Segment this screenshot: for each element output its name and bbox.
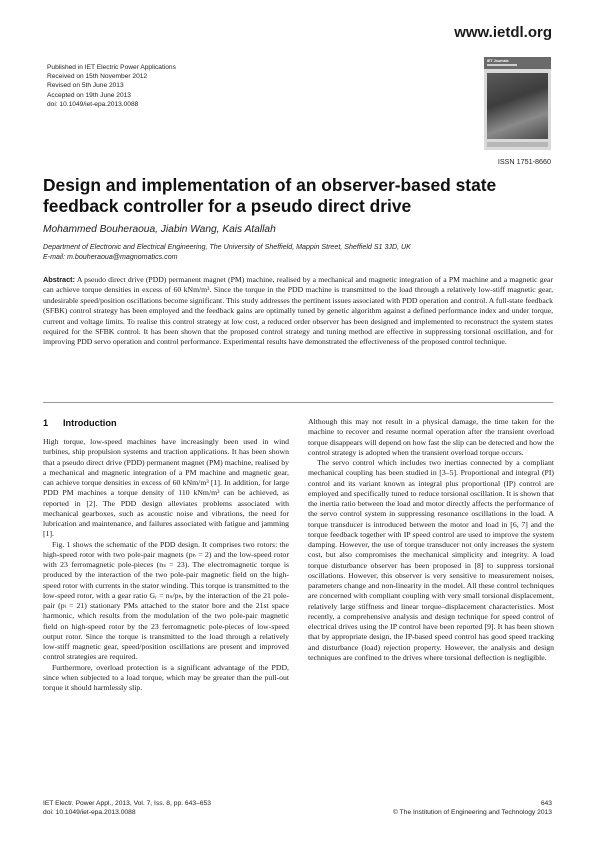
cover-subtitle-bar	[487, 64, 517, 66]
affiliation-text: Department of Electronic and Electrical Engineering, The University of Sheffield, Mappin Street, Sheffield S1 3JD, UK	[43, 243, 411, 251]
publication-info	[47, 63, 307, 109]
pub-journal: Published in IET Electric Power Applications	[47, 64, 176, 71]
footer-journal-citation: IET Electr. Power Appl., 2013, Vol. 7, Iss. 8, pp. 643–653	[43, 800, 211, 807]
author-affiliation	[43, 242, 558, 262]
article-title: Design and implementation of an observer-based state feedback controller for a pseudo direct drive	[43, 175, 497, 216]
section-number: 1	[43, 418, 49, 428]
cover-logo: IET Journals	[487, 59, 509, 63]
section-heading	[43, 418, 117, 428]
body-column-right	[308, 417, 554, 663]
footer-citation	[43, 799, 211, 817]
paragraph: Although this may not result in a physical damage, the time taken for the machine to recover and resume normal operation after the transient overload torque disappears will depend on how fast the slip can be detected and how the control strategy is adopted when the transient overload torque occurs.	[308, 417, 554, 457]
author-email[interactable]: E-mail: m.bouheraoua@magnomatics.com	[43, 253, 178, 261]
paragraph: High torque, low-speed machines have increasingly been used in wind turbines, ship propulsion systems and traction applications. It has been shown that a pseudo direct drive (PDD) permanent magnet (PM) machine, realised by a mechanical and magnetic integration of a PM machine and magnetic gear, can achieve torque densities in excess of 60 kNm/m³ [1]. In addition, for large PDD PM machines a torque density of 110 kNm/m³ can be achieved, as reported in [2]. The PDD design alleviates problems associated with mechanical gearboxes, such as acoustic noise and vibrations, the need for lubrication and maintenance, and failures associated with fatigue and jamming [1].	[43, 437, 289, 539]
pub-received: Received on 15th November 2012	[47, 73, 148, 81]
abstract-label: Abstract:	[43, 275, 76, 284]
abstract-text: A pseudo direct drive (PDD) permanent magnet (PM) machine, realised by a mechanical and magnetic integration of a PM machine and a magnetic gear can achieve torque densities in excess of 60 kNm/m³. Since the torque in the PDD machine is transmitted to the load through a relatively low-stiff magnetic gear, undesirable speed/position oscillations become significant. This study addresses the pertinent issues associated with PDD operation and control. A full-state feedback (SFBK) control strategy has been employed and the feedback gains are optimally tuned by genetic algorithm against a defined performance index and under torque, current and voltage limits. To realise this control strategy at low cost, a reduced order observer has been designed and implemented to reconstruct the system states required for the SFBK control. It has been shown that the proposed control strategy and tuning method are effective in suppressing torsional oscillation, and for improving PDD servo operation and control performance. Experimental results have demonstrated the effectiveness of the proposed control technique.	[43, 275, 554, 347]
pub-revised: Revised on 5th June 2013	[47, 82, 124, 90]
footer-doi[interactable]: doi: 10.1049/iet-epa.2013.0088	[43, 809, 136, 816]
copyright: © The Institution of Engineering and Technology 2013	[393, 809, 552, 816]
section-title: Introduction	[63, 418, 117, 428]
journal-cover-image	[484, 57, 551, 150]
pub-accepted: Accepted on 19th June 2013	[47, 91, 131, 99]
body-column-left	[43, 437, 289, 693]
footer-page-info	[393, 799, 552, 817]
paragraph: Furthermore, overload protection is a significant advantage of the PDD, since when subjected to a load torque, which may be greater than the pull-out torque it should harmlessly slip.	[43, 662, 289, 692]
cover-photo	[487, 73, 548, 139]
abstract	[43, 275, 553, 348]
page-number: 643	[540, 800, 552, 807]
author-list: Mohammed Bouheraoua, Jiabin Wang, Kais Atallah	[43, 224, 276, 235]
paragraph: Fig. 1 shows the schematic of the PDD design. It comprises two rotors: the high-speed rotor with two pole-pair magnets (pₕ = 2) and the low-speed rotor with 23 ferromagnetic pole-pieces (nₛ = 23). The electromagnetic torque is produced by the interaction of the two pole-pair magnetic field on the high-speed rotor with currents in the stator winding. This torque is transmitted to the low-speed rotor, with a gear ratio Gᵣ = nₛ/pₕ, by the interaction of the 21 pole-pair (pₗ = 21) stationary PMs attached to the stator bore and the 21st space harmonic, which results from the modulation of the two pole-pair magnetic field on high-speed rotor by the 23 ferromagnetic pole-pieces of low-speed output rotor. Since the torque is transmitted to the load through a relatively low-stiff magnetic gear, speed/position oscillations are present and improved control strategies are required.	[43, 539, 289, 662]
abstract-divider	[43, 402, 553, 403]
pub-doi[interactable]: doi: 10.1049/iet-epa.2013.0088	[47, 100, 139, 108]
cover-footer-band	[487, 142, 548, 147]
site-url[interactable]: www.ietdl.org	[454, 24, 552, 41]
paragraph: The servo control which includes two inertias connected by a compliant mechanical coupling has been studied in [3–5]. Proportional and integral (PI) control and its variant known as integral plus proportional (IP) control are employed and specifically tuned to reduce torsional oscillation. It is shown that the inertia ratio between the load and motor directly affects the performance of the servo control system in suppressing resonance oscillations in the load. A torque transducer is introduced between the motor and load in [6, 7] and the torque feedback together with IP speed control are used to improve the system damping. However, the use of torque transducer not only increases the system cost, but also compromises the mechanical simplicity and integrity. A load torque disturbance observer has been proposed in [8] to suppress torsional oscillations. However, this observer is very sensitive to measurement noises, parameters change and non-linearity in the model. All these control techniques are concerned with compliant coupling with very small torsional displacement, relatively large stiffness and linear torque–displacement characteristics. Most recently, a comprehensive analysis and design technique for speed control of electrical drives using the IP control have been reported [9]. It has been shown that by appropriate design, the IP-based speed control has good speed tracking and disturbance (load) rejection property. However, the analysis and design techniques are confined to the drives where torsional deflection is negligible.	[308, 458, 554, 662]
issn: ISSN 1751-8660	[497, 157, 551, 166]
